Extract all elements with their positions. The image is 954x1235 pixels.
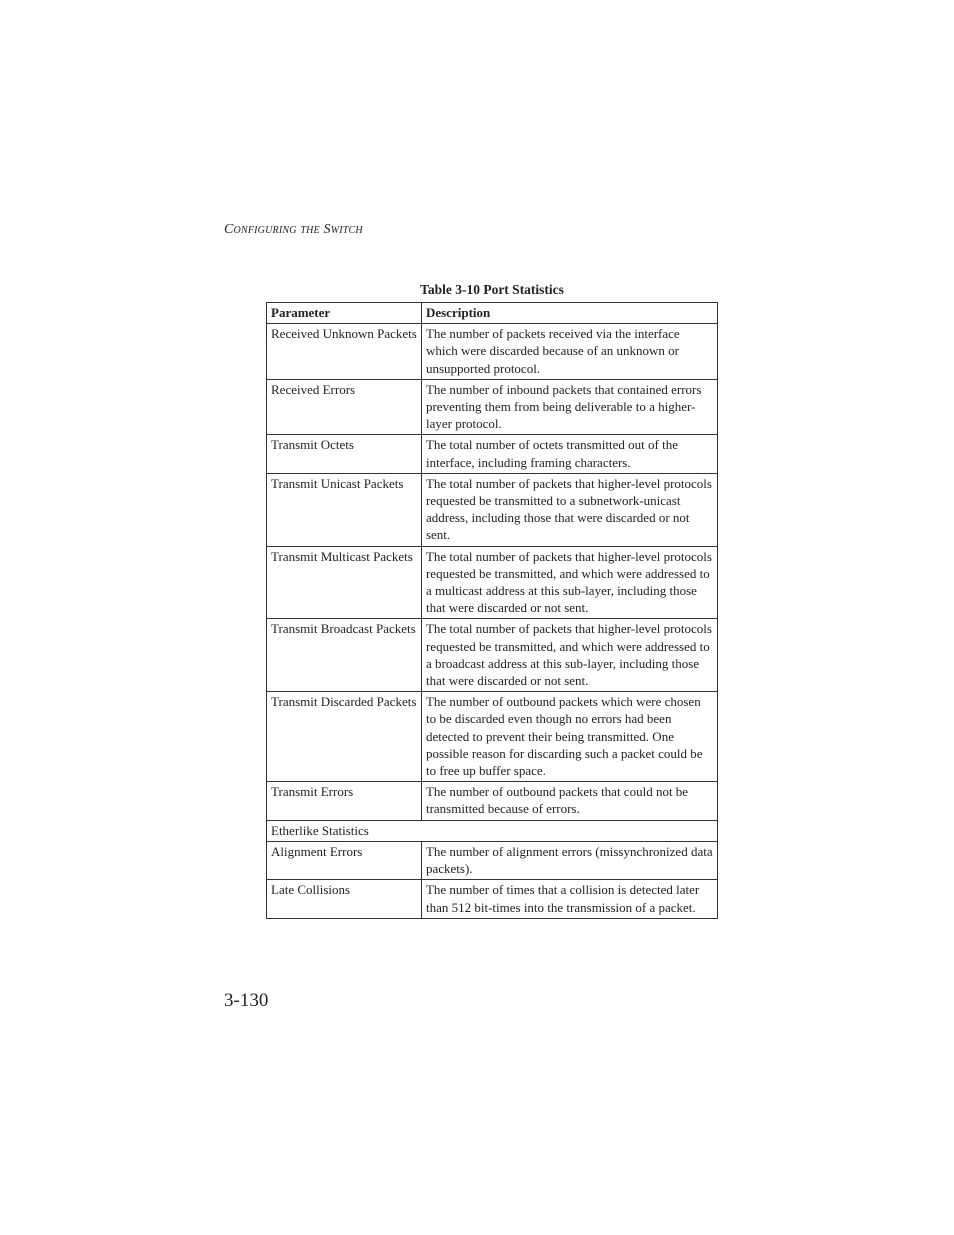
table-row (267, 324, 718, 380)
parameter-cell: Received Errors (267, 379, 422, 435)
description-cell: The total number of packets that higher-level protocols requested be transmitted, and which were addressed to a broadcast address at this sub-layer, including those that were discarded or not sent. (421, 619, 717, 692)
table-header-row (267, 303, 718, 324)
parameter-cell: Transmit Octets (267, 435, 422, 473)
parameter-cell: Transmit Broadcast Packets (267, 619, 422, 692)
table-row (267, 619, 718, 692)
parameter-cell: Alignment Errors (267, 841, 422, 879)
page-number: 3-130 (224, 990, 269, 1011)
table-section-row (267, 820, 718, 841)
section-label-etherlike: Etherlike Statistics (267, 820, 718, 841)
parameter-cell: Transmit Discarded Packets (267, 692, 422, 782)
description-cell: The number of outbound packets that could not be transmitted because of errors. (421, 782, 717, 820)
parameter-cell: Transmit Unicast Packets (267, 473, 422, 546)
parameter-cell: Transmit Errors (267, 782, 422, 820)
table-row (267, 473, 718, 546)
table-row (267, 379, 718, 435)
parameter-cell: Transmit Multicast Packets (267, 546, 422, 619)
column-header-parameter: Parameter (267, 303, 422, 324)
column-header-description: Description (421, 303, 717, 324)
description-cell: The total number of octets transmitted out of the interface, including framing characters. (421, 435, 717, 473)
table-row (267, 546, 718, 619)
description-cell: The number of times that a collision is detected later than 512 bit-times into the transmission of a packet. (421, 880, 717, 918)
parameter-cell: Late Collisions (267, 880, 422, 918)
table-caption: Table 3-10 Port Statistics (420, 282, 564, 297)
description-cell: The number of packets received via the interface which were discarded because of an unknown or unsupported protocol. (421, 324, 717, 380)
description-cell: The total number of packets that higher-level protocols requested be transmitted, and which were addressed to a multicast address at this sub-layer, including those that were discarded or not sent. (421, 546, 717, 619)
table-row (267, 880, 718, 918)
table-row (267, 692, 718, 782)
port-statistics-table (266, 302, 718, 919)
parameter-cell: Received Unknown Packets (267, 324, 422, 380)
description-cell: The number of alignment errors (missynchronized data packets). (421, 841, 717, 879)
table-row (267, 435, 718, 473)
description-cell: The total number of packets that higher-level protocols requested be transmitted to a subnetwork-unicast address, including those that were discarded or not sent. (421, 473, 717, 546)
table-row (267, 782, 718, 820)
table-row (267, 841, 718, 879)
description-cell: The number of outbound packets which were chosen to be discarded even though no errors had been detected to prevent their being transmitted. One possible reason for discarding such a packet could be to free up buffer space. (421, 692, 717, 782)
running-head: Configuring the Switch (224, 222, 363, 237)
description-cell: The number of inbound packets that contained errors preventing them from being deliverable to a higher-layer protocol. (421, 379, 717, 435)
